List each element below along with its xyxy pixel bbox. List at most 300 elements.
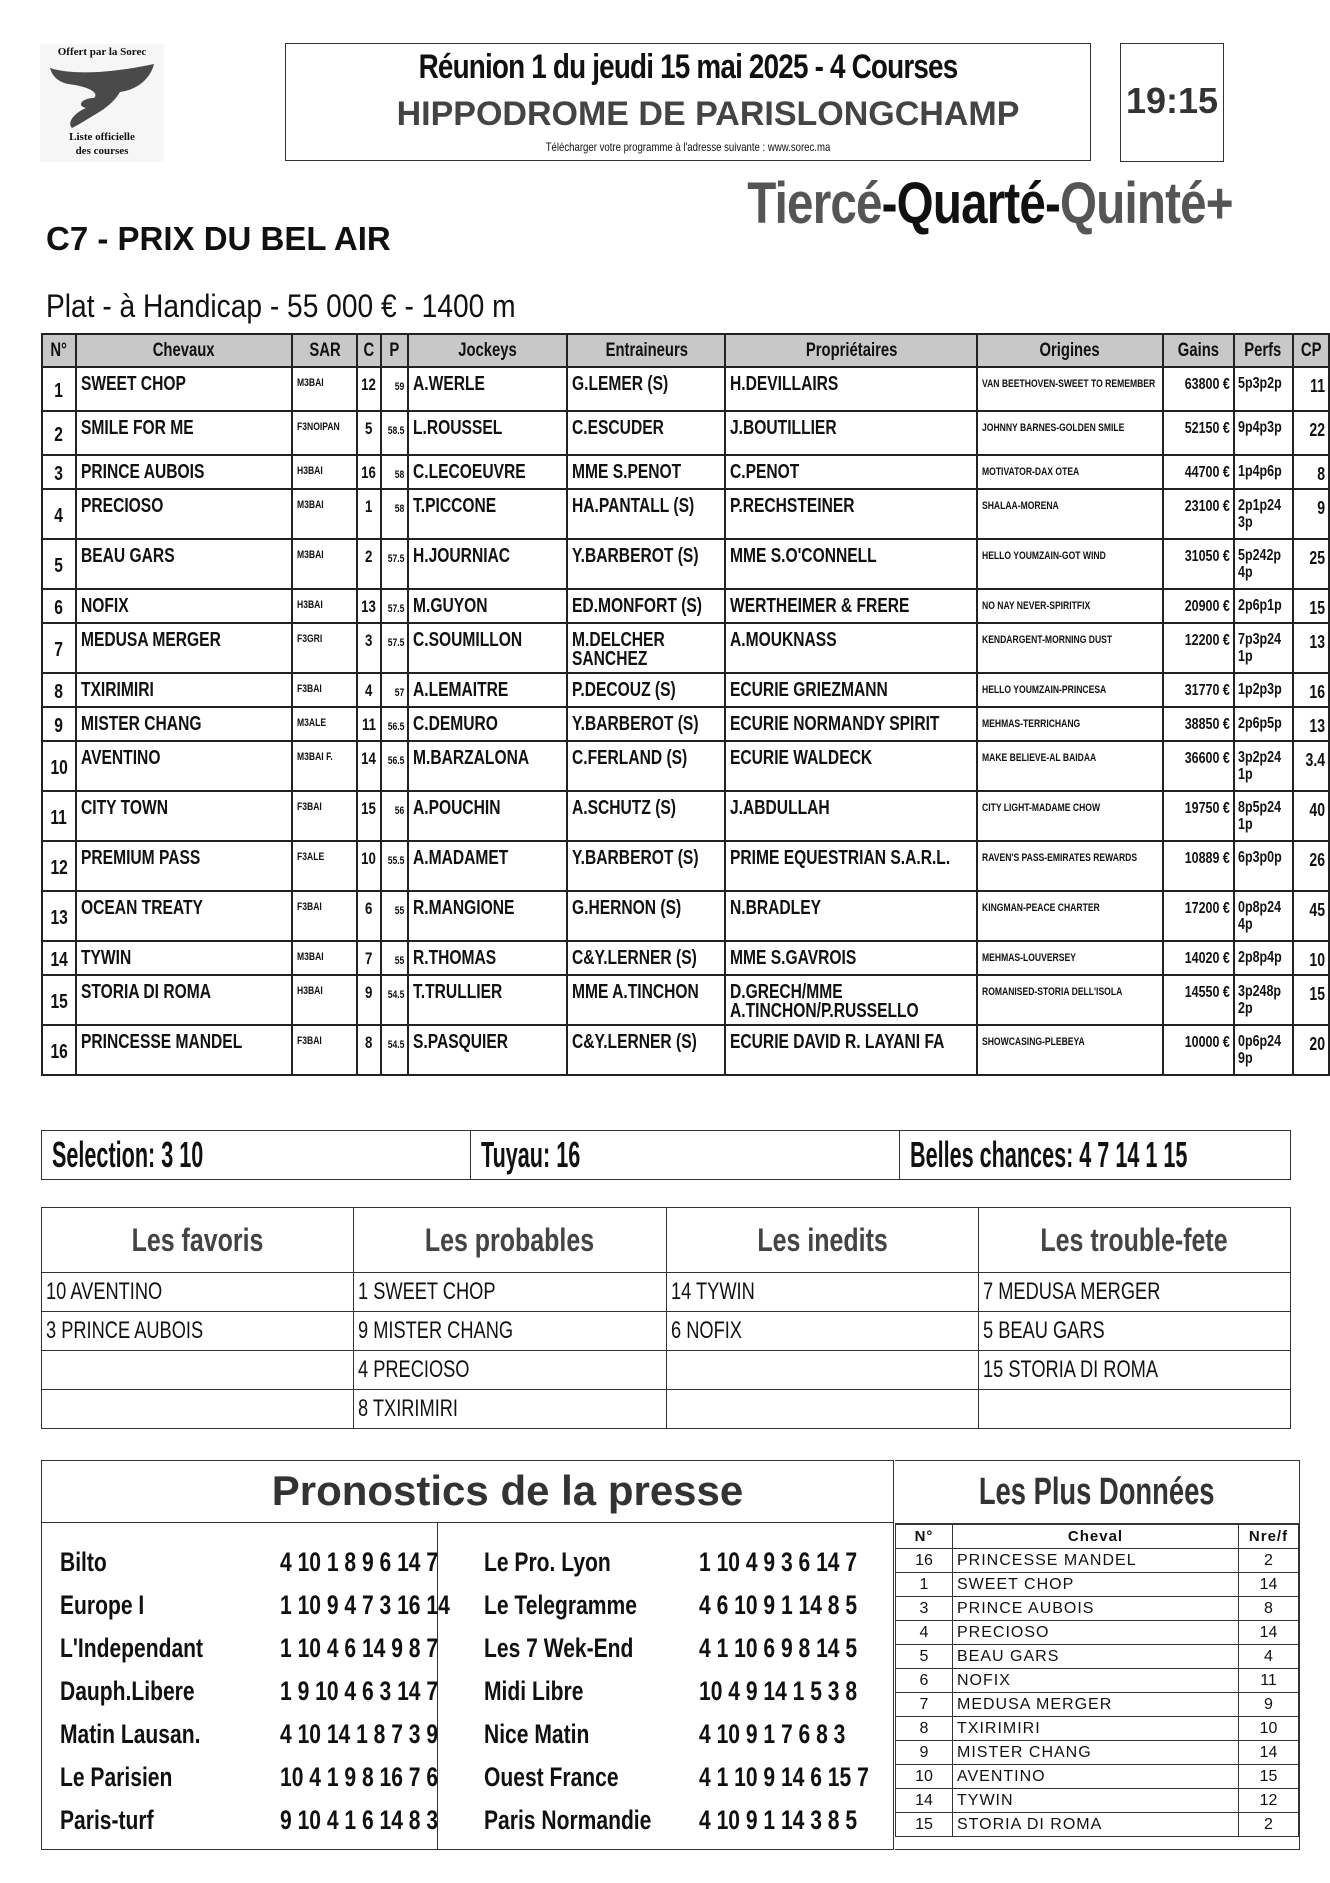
race-title: C7 - PRIX DU BEL AIR (46, 220, 391, 257)
runner-horse (76, 623, 293, 673)
runner-row (42, 975, 1329, 1025)
runner-gains (1163, 589, 1234, 623)
press-picks (699, 1762, 917, 1793)
runner-perfs (1234, 489, 1293, 539)
most-picked-number: 5 (896, 1645, 953, 1669)
runner-gains-text: 20900 € (1184, 598, 1230, 615)
runner-cp-text: 9 (1317, 498, 1325, 518)
runner-c-text: 14 (361, 749, 377, 768)
press-source-name: Paris-turf (60, 1805, 154, 1835)
favourites-cell (666, 1390, 978, 1429)
most-picked-count: 11 (1239, 1669, 1299, 1693)
runner-p (381, 941, 409, 975)
runner-p (381, 791, 409, 841)
runner-origin-text: SHOWCASING-PLEBEYA (982, 1036, 1086, 1048)
press-source-name: Ouest France (484, 1762, 619, 1792)
favourites-cell-text: 9 MISTER CHANG (358, 1317, 514, 1344)
runner-trainer-text: C&Y.LERNER (S) (572, 1031, 698, 1053)
press-picks (280, 1762, 483, 1793)
runner-gains-text: 44700 € (1184, 464, 1230, 481)
runner-gains-text: 10000 € (1184, 1034, 1230, 1051)
runner-origin (977, 741, 1162, 791)
runner-c (357, 489, 381, 539)
runner-jockey-text: C.LECOEUVRE (413, 461, 527, 483)
most-picked-column-header: Cheval (953, 1525, 1239, 1549)
runner-trainer-text: A.SCHUTZ (S) (572, 797, 677, 819)
jockey-horse-icon (46, 62, 158, 130)
runner-gains-text: 31050 € (1184, 548, 1230, 565)
most-picked-number: 4 (896, 1621, 953, 1645)
runner-jockey (408, 841, 567, 891)
press-row (484, 1541, 917, 1584)
runner-c (357, 455, 381, 489)
most-picked-row (896, 1765, 1299, 1789)
runner-owner (725, 791, 977, 841)
press-source-name: Europe I (60, 1590, 145, 1620)
runner-c (357, 1025, 381, 1075)
runner-p (381, 589, 409, 623)
runner-origin-text: KINGMAN-PEACE CHARTER (982, 902, 1101, 914)
runner-gains (1163, 941, 1234, 975)
most-picked-count: 4 (1239, 1645, 1299, 1669)
column-header-perfs (1234, 334, 1293, 367)
runner-num (42, 411, 76, 455)
runner-gains (1163, 1025, 1234, 1075)
runner-p (381, 489, 409, 539)
most-picked-count: 10 (1239, 1717, 1299, 1741)
most-picked-row (896, 1669, 1299, 1693)
bet-type-quinte: Quinté+ (1060, 171, 1233, 236)
runner-p (381, 367, 409, 411)
favourites-header-label: Les favoris (131, 1221, 264, 1258)
runner-owner (725, 367, 977, 411)
runner-cp (1293, 623, 1329, 673)
favourites-row (42, 1312, 1291, 1351)
most-picked-horse: TXIRIMIRI (953, 1717, 1239, 1741)
runner-origin (977, 891, 1162, 941)
runner-c (357, 791, 381, 841)
most-picked-column-header: Nre/f (1239, 1525, 1299, 1549)
runner-sar-text: F3ALE (297, 851, 325, 863)
press-row (60, 1584, 498, 1627)
runner-gains-text: 14020 € (1184, 950, 1230, 967)
runner-p (381, 1025, 409, 1075)
press-source (60, 1676, 280, 1707)
favourites-row (42, 1273, 1291, 1312)
most-picked-row (896, 1549, 1299, 1573)
runner-horse (76, 791, 293, 841)
runner-trainer (567, 841, 725, 891)
runner-cp-text: 26 (1309, 850, 1325, 870)
runner-jockey (408, 891, 567, 941)
runner-sar-text: M3BAI (297, 377, 324, 389)
runner-owner-text: ECURIE DAVID R. LAYANI FA (730, 1031, 945, 1053)
runner-gains (1163, 455, 1234, 489)
runner-cp-text: 10 (1309, 950, 1325, 970)
runner-sar (292, 707, 357, 741)
runner-c (357, 367, 381, 411)
runner-row (42, 741, 1329, 791)
runner-origin-text: HELLO YOUMZAIN-PRINCESA (982, 684, 1107, 696)
runner-row (42, 623, 1329, 673)
runners-header-row (42, 334, 1329, 367)
runner-jockey-text: R.MANGIONE (413, 897, 515, 919)
runner-gains (1163, 791, 1234, 841)
runner-horse-text: SWEET CHOP (80, 373, 186, 395)
runner-num-text: 15 (50, 990, 68, 1013)
runner-c-text: 5 (365, 419, 373, 438)
column-header-label: C (363, 339, 375, 361)
runner-num-text: 4 (54, 504, 64, 527)
runner-owner (725, 623, 977, 673)
runner-cp (1293, 411, 1329, 455)
runner-num-text: 16 (50, 1040, 68, 1063)
runner-trainer-text: M.DELCHER SANCHEZ (572, 629, 665, 670)
runner-jockey-text: S.PASQUIER (413, 1031, 509, 1053)
runner-gains (1163, 367, 1234, 411)
runner-origin-text: CITY LIGHT-MADAME CHOW (982, 802, 1101, 814)
runner-row (42, 455, 1329, 489)
runner-p (381, 741, 409, 791)
runner-owner-text: MME S.GAVROIS (730, 947, 857, 969)
runner-perfs (1234, 367, 1293, 411)
runner-trainer-text: C.ESCUDER (572, 417, 665, 439)
runner-jockey (408, 941, 567, 975)
runner-cp-text: 45 (1309, 900, 1325, 920)
press-source (484, 1590, 699, 1621)
runner-perfs-text: 6p3p0p (1237, 849, 1282, 866)
runner-sar (292, 589, 357, 623)
column-header-label: CP (1300, 339, 1322, 361)
runner-c-text: 9 (365, 983, 373, 1002)
runner-cp (1293, 367, 1329, 411)
press-picks (699, 1676, 902, 1707)
runner-jockey (408, 623, 567, 673)
press-picks-text: 4 1 10 9 14 6 15 7 (699, 1762, 869, 1792)
bet-type-quarte: -Quarté- (881, 171, 1061, 236)
runner-jockey (408, 589, 567, 623)
runner-jockey (408, 791, 567, 841)
runner-c-text: 12 (361, 375, 377, 394)
runner-cp (1293, 891, 1329, 941)
runner-c-text: 10 (361, 849, 377, 868)
most-picked-number: 14 (896, 1789, 953, 1813)
press-row (60, 1670, 498, 1713)
favourites-cell (42, 1312, 354, 1351)
most-picked-column-header: N° (896, 1525, 953, 1549)
runner-owner (725, 841, 977, 891)
runner-num (42, 673, 76, 707)
most-picked-count: 14 (1239, 1741, 1299, 1765)
runner-sar (292, 539, 357, 589)
column-header-label: SAR (309, 339, 341, 361)
selection-text: Selection: 3 10 (52, 1134, 204, 1175)
runner-p-text: 58.5 (387, 425, 405, 437)
runner-horse-text: SMILE FOR ME (80, 417, 194, 439)
runner-perfs-text: 2p8p4p (1237, 949, 1282, 966)
runner-c-text: 11 (361, 715, 376, 734)
runner-row (42, 589, 1329, 623)
favourites-cell (978, 1273, 1290, 1312)
favourites-cell-text: 7 MEDUSA MERGER (982, 1278, 1161, 1305)
runner-p (381, 411, 409, 455)
most-picked-horse: AVENTINO (953, 1765, 1239, 1789)
runner-perfs-text: 1p4p6p (1237, 463, 1282, 480)
runner-jockey-text: A.LEMAITRE (413, 679, 509, 701)
most-picked-row (896, 1693, 1299, 1717)
press-title: Pronostics de la presse (42, 1461, 893, 1523)
column-header-label: N° (50, 339, 68, 361)
favourites-cell-text: 6 NOFIX (670, 1317, 742, 1344)
runner-trainer-text: Y.BARBEROT (S) (572, 847, 699, 869)
runner-jockey-text: R.THOMAS (413, 947, 497, 969)
press-picks-text: 1 10 4 9 3 6 14 7 (699, 1547, 858, 1577)
most-picked-horse: NOFIX (953, 1669, 1239, 1693)
bet-type-title (719, 170, 1260, 237)
runner-cp (1293, 707, 1329, 741)
runner-origin-text: SHALAA-MORENA (982, 500, 1060, 512)
press-picks-text: 10 4 1 9 8 16 7 6 (280, 1762, 439, 1792)
most-picked-horse: PRINCESSE MANDEL (953, 1549, 1239, 1573)
most-picked-count: 14 (1239, 1573, 1299, 1597)
press-picks-text: 9 10 4 1 6 14 8 3 (280, 1805, 439, 1835)
logo-bottom-line2: des courses (75, 145, 129, 157)
runner-trainer-text: HA.PANTALL (S) (572, 495, 695, 517)
column-header-label: Gains (1177, 339, 1219, 361)
press-picks (699, 1719, 887, 1750)
runner-cp-text: 15 (1309, 984, 1325, 1004)
most-picked-row (896, 1789, 1299, 1813)
runner-sar (292, 623, 357, 673)
runner-row (42, 841, 1329, 891)
runner-num (42, 455, 76, 489)
runner-c (357, 941, 381, 975)
runner-jockey-text: T.TRULLIER (413, 981, 503, 1003)
runner-origin (977, 367, 1162, 411)
favourites-cell-text: 15 STORIA DI ROMA (982, 1356, 1158, 1383)
runner-horse-text: PRINCE AUBOIS (80, 461, 204, 483)
press-picks (280, 1805, 483, 1836)
most-picked-row (896, 1717, 1299, 1741)
runner-gains-text: 10889 € (1184, 850, 1230, 867)
press-picks-text: 4 6 10 9 1 14 8 5 (699, 1590, 858, 1620)
runner-num-text: 3 (54, 462, 64, 485)
press-source-name: Matin Lausan. (60, 1719, 201, 1749)
runner-p (381, 975, 409, 1025)
sorec-logo (40, 44, 164, 162)
runner-cp (1293, 589, 1329, 623)
runner-origin-text: VAN BEETHOVEN-SWEET TO REMEMBER (982, 378, 1156, 390)
runner-jockey-text: A.POUCHIN (413, 797, 501, 819)
runner-trainer-text: P.DECOUZ (S) (572, 679, 676, 701)
runner-num-text: 8 (54, 680, 64, 703)
column-header-gains (1163, 334, 1234, 367)
most-picked-horse: SWEET CHOP (953, 1573, 1239, 1597)
runner-sar-text: H3BAI (297, 465, 324, 477)
column-header-label: Origines (1039, 339, 1101, 361)
runner-origin-text: KENDARGENT-MORNING DUST (982, 634, 1113, 646)
runner-jockey (408, 707, 567, 741)
favourites-cell-text: 4 PRECIOSO (358, 1356, 470, 1383)
runner-horse-text: PRECIOSO (80, 495, 163, 517)
runner-gains (1163, 975, 1234, 1025)
favourites-header (42, 1208, 354, 1273)
runner-num (42, 623, 76, 673)
runner-jockey-text: A.MADAMET (413, 847, 509, 869)
column-header-label: Chevaux (153, 339, 215, 361)
most-picked-horse: TYWIN (953, 1789, 1239, 1813)
runner-horse-text: PRINCESSE MANDEL (80, 1031, 242, 1053)
runner-row (42, 673, 1329, 707)
press-source-name: Bilto (60, 1547, 107, 1577)
press-row (60, 1713, 498, 1756)
press-predictions (41, 1460, 894, 1850)
runner-origin (977, 539, 1162, 589)
runner-trainer (567, 791, 725, 841)
runner-jockey-text: H.JOURNIAC (413, 545, 511, 567)
most-picked-row (896, 1645, 1299, 1669)
runner-p-text: 58 (394, 503, 405, 515)
runner-perfs-text: 2p6p5p (1237, 715, 1282, 732)
runner-perfs (1234, 539, 1293, 589)
runner-origin (977, 411, 1162, 455)
runner-c (357, 623, 381, 673)
most-picked-number: 7 (896, 1693, 953, 1717)
runner-owner-text: ECURIE WALDECK (730, 747, 873, 769)
runner-row (42, 489, 1329, 539)
runner-owner-text: J.ABDULLAH (730, 797, 831, 819)
runner-cp-text: 15 (1309, 598, 1325, 618)
runner-origin-text: ROMANISED-STORIA DELL'ISOLA (982, 986, 1123, 998)
selection-cell (42, 1131, 471, 1179)
runner-c (357, 891, 381, 941)
runner-c-text: 6 (365, 899, 373, 918)
column-header-horse (76, 334, 293, 367)
runner-cp-text: 16 (1309, 682, 1325, 702)
runner-cp-text: 13 (1309, 716, 1325, 736)
meeting-header (285, 43, 1091, 161)
runner-owner-text: ECURIE NORMANDY SPIRIT (730, 713, 940, 735)
runner-horse-text: NOFIX (80, 595, 129, 617)
runner-num-text: 9 (54, 714, 64, 737)
runner-cp (1293, 791, 1329, 841)
runner-gains (1163, 673, 1234, 707)
runner-owner (725, 539, 977, 589)
press-column-left (60, 1541, 498, 1842)
runner-origin-text: MAKE BELIEVE-AL BAIDAA (982, 752, 1097, 764)
runner-gains-text: 23100 € (1184, 498, 1230, 515)
runner-jockey-text: C.SOUMILLON (413, 629, 523, 651)
favourites-cell (666, 1351, 978, 1390)
most-picked-number: 10 (896, 1765, 953, 1789)
runner-perfs (1234, 411, 1293, 455)
press-picks (280, 1547, 483, 1578)
runner-jockey-text: M.GUYON (413, 595, 488, 617)
press-source (60, 1805, 280, 1836)
runner-trainer (567, 1025, 725, 1075)
runner-cp (1293, 673, 1329, 707)
runner-trainer-text: ED.MONFORT (S) (572, 595, 703, 617)
runner-horse-text: CITY TOWN (80, 797, 168, 819)
runner-perfs-text: 5p3p2p (1237, 375, 1282, 392)
runner-perfs-text: 0p8p244p (1237, 899, 1281, 933)
runner-trainer (567, 741, 725, 791)
runner-perfs-text: 2p1p243p (1237, 497, 1281, 531)
runner-horse (76, 1025, 293, 1075)
most-picked-count: 8 (1239, 1597, 1299, 1621)
press-source-name: Paris Normandie (484, 1805, 652, 1835)
press-picks (280, 1633, 483, 1664)
most-picked-count: 2 (1239, 1813, 1299, 1837)
tuyau-text: Tuyau: 16 (481, 1134, 581, 1175)
press-row (60, 1541, 498, 1584)
runner-sar (292, 891, 357, 941)
runner-num-text: 2 (54, 423, 64, 446)
runner-sar-text: M3BAI F. (297, 751, 334, 763)
favourites-cell (978, 1351, 1290, 1390)
runner-perfs-text: 9p4p3p (1237, 419, 1282, 436)
runner-num (42, 539, 76, 589)
runner-perfs-text: 1p2p3p (1237, 681, 1282, 698)
press-source-name: Le Pro. Lyon (484, 1547, 611, 1577)
runner-owner-text: N.BRADLEY (730, 897, 822, 919)
runner-c (357, 673, 381, 707)
runner-p (381, 891, 409, 941)
venue-name: HIPPODROME DE PARISLONGCHAMP (396, 95, 1020, 133)
runner-origin (977, 623, 1162, 673)
favourites-cell-text: 3 PRINCE AUBOIS (46, 1317, 204, 1344)
runner-horse-text: PREMIUM PASS (80, 847, 200, 869)
runner-perfs (1234, 1025, 1293, 1075)
most-picked-table (895, 1524, 1299, 1837)
runner-owner-text: J.BOUTILLIER (730, 417, 838, 439)
most-picked-row (896, 1573, 1299, 1597)
runner-p-text: 57.5 (387, 603, 405, 615)
runner-p (381, 539, 409, 589)
runner-owner-text: A.MOUKNASS (730, 629, 838, 651)
runner-origin-text: MEHMAS-LOUVERSEY (982, 952, 1077, 964)
favourites-row (42, 1390, 1291, 1429)
selection-strip (41, 1130, 1291, 1180)
press-source (484, 1805, 699, 1836)
runner-origin (977, 941, 1162, 975)
press-row (60, 1756, 498, 1799)
runner-c (357, 841, 381, 891)
runner-cp (1293, 539, 1329, 589)
runner-trainer (567, 367, 725, 411)
runner-origin (977, 1025, 1162, 1075)
runner-p-text: 55 (394, 955, 405, 967)
runner-horse-text: OCEAN TREATY (80, 897, 203, 919)
runner-sar (292, 841, 357, 891)
runner-perfs (1234, 891, 1293, 941)
runner-gains-text: 17200 € (1184, 900, 1230, 917)
runner-owner (725, 411, 977, 455)
runner-trainer-text: MME S.PENOT (572, 461, 682, 483)
runner-sar-text: H3BAI (297, 985, 324, 997)
most-picked-number: 6 (896, 1669, 953, 1693)
runner-horse-text: TYWIN (80, 947, 131, 969)
press-source-name: Le Telegramme (484, 1590, 637, 1620)
runner-p-text: 57.5 (387, 637, 405, 649)
runner-origin (977, 455, 1162, 489)
most-picked-row (896, 1813, 1299, 1837)
runner-perfs (1234, 841, 1293, 891)
runner-sar-text: F3BAI (297, 901, 323, 913)
runner-sar (292, 975, 357, 1025)
runner-num-text: 12 (50, 856, 68, 879)
runner-gains-text: 19750 € (1184, 800, 1230, 817)
